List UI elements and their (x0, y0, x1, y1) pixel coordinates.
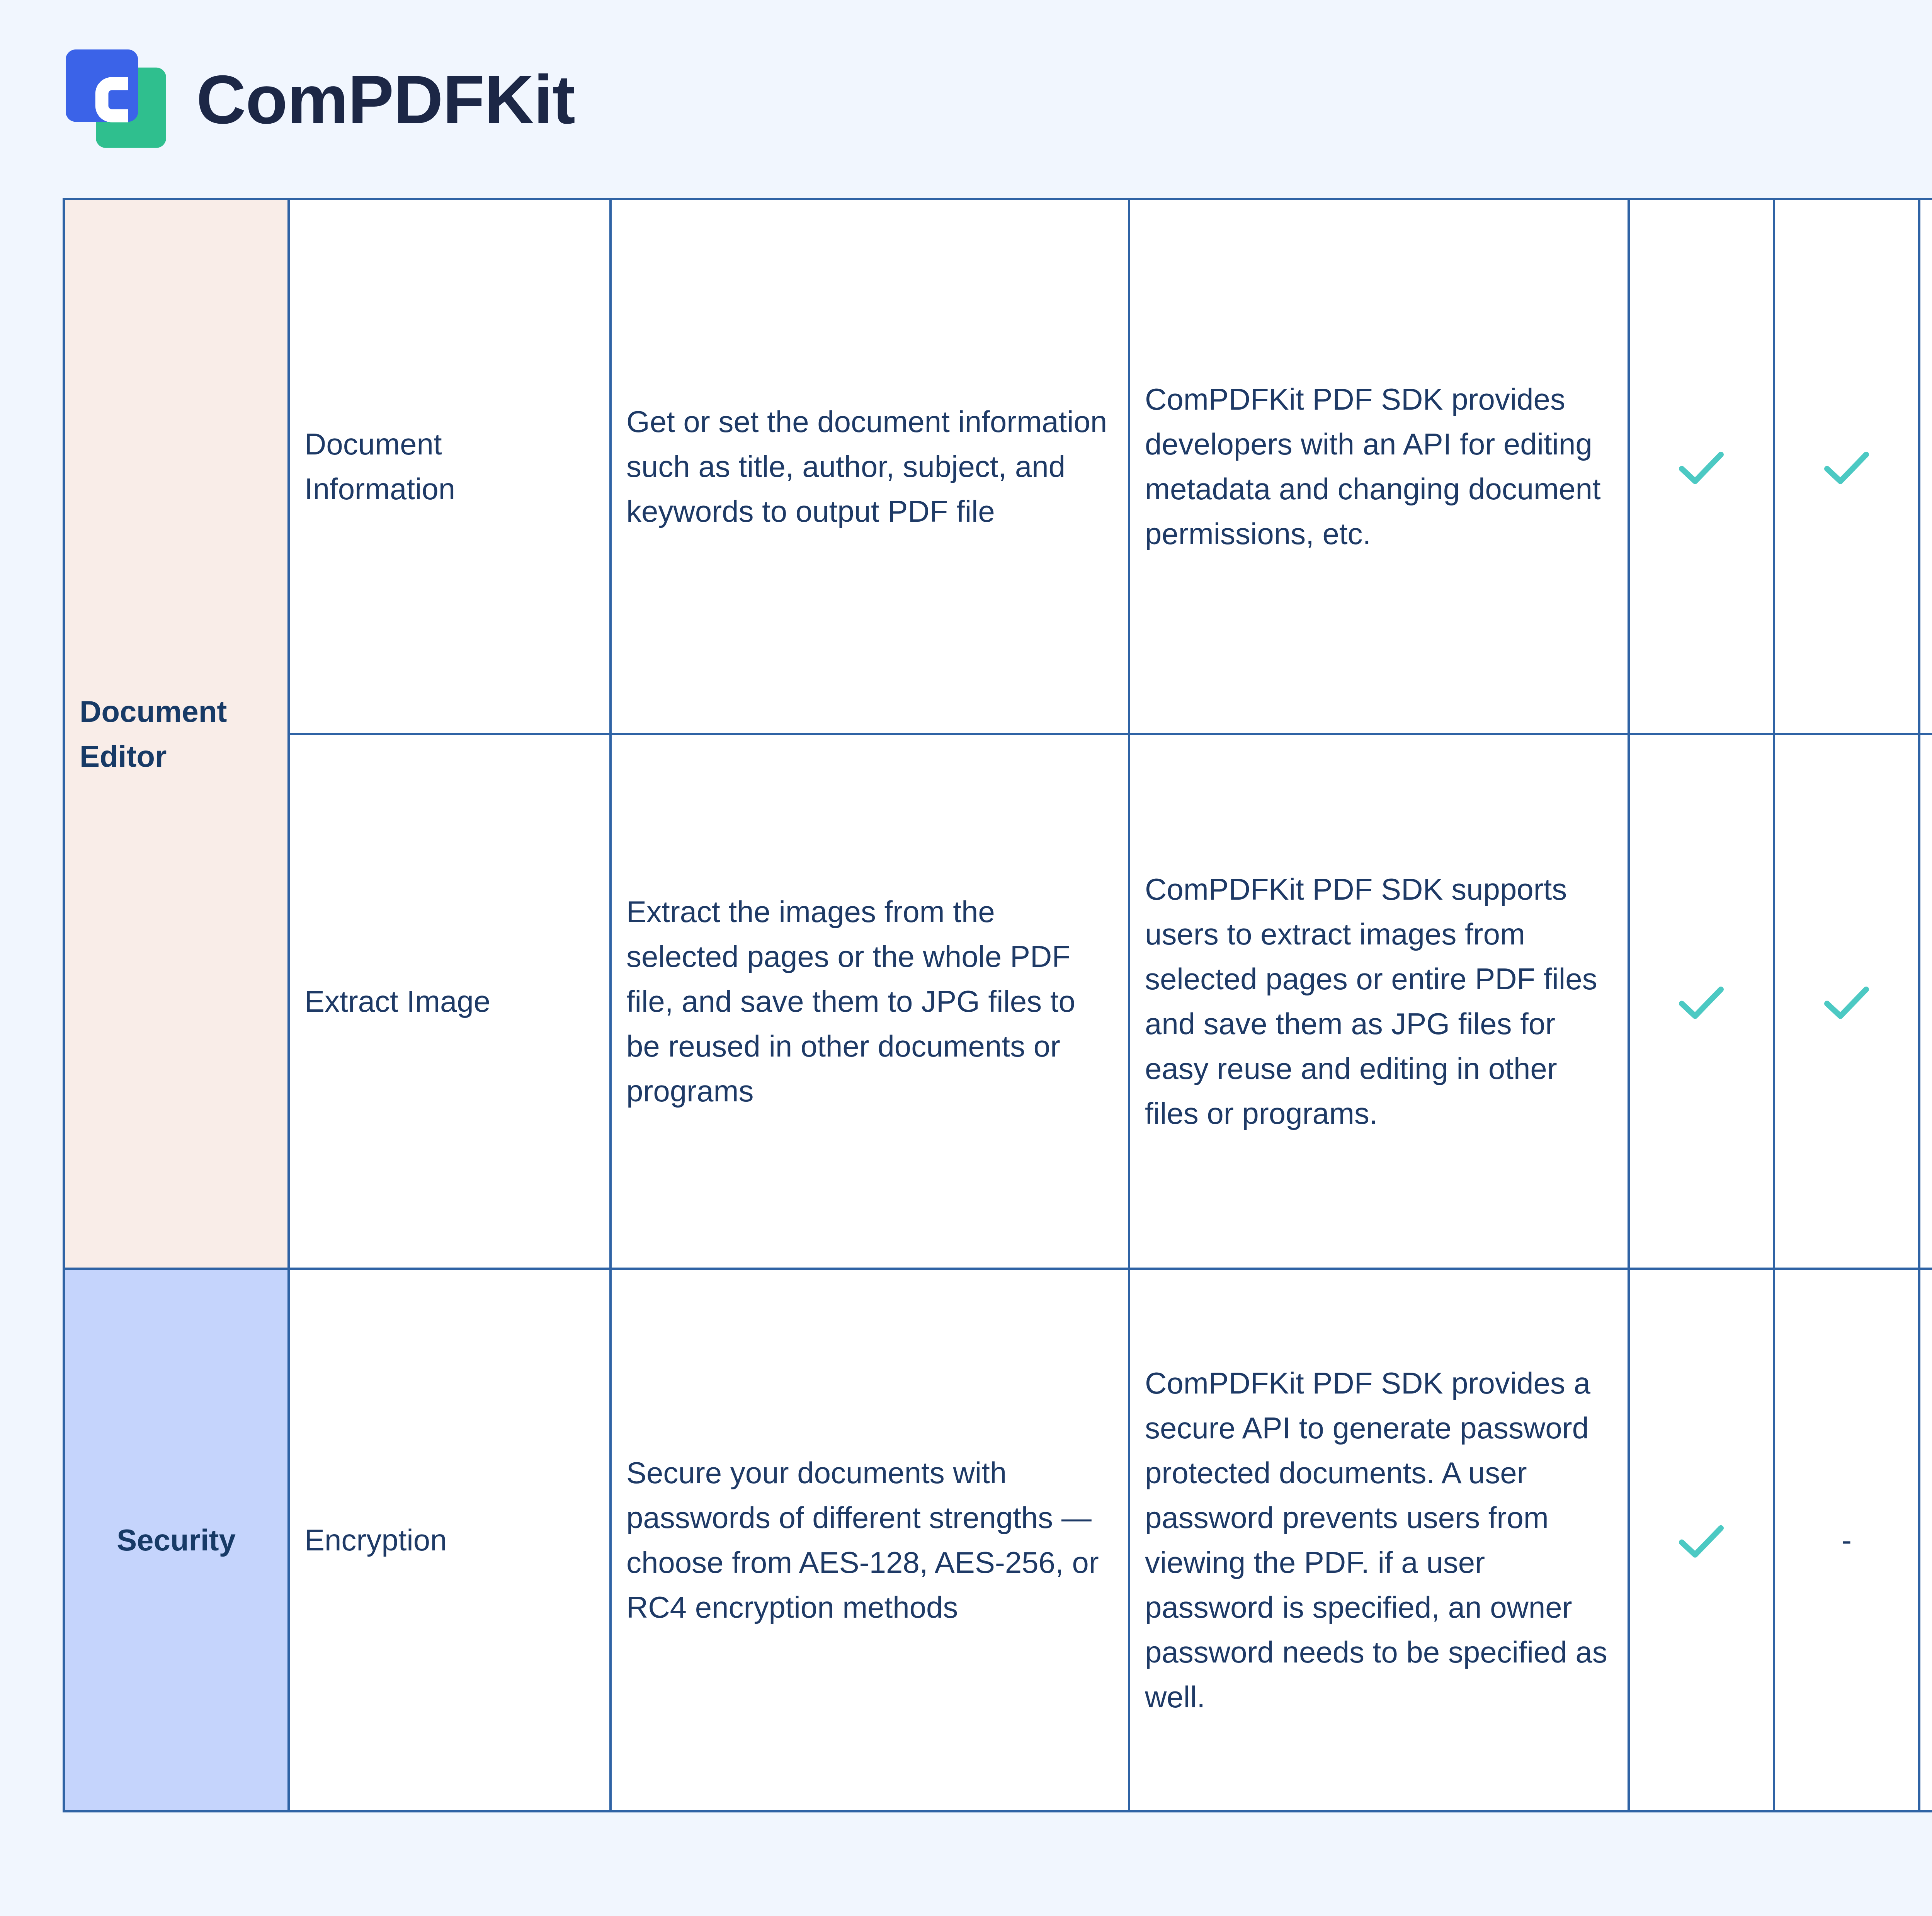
table-row (64, 1269, 1932, 1811)
feature-details: ComPDFKit PDF SDK supports users to extract images from selected pages or entire PDF files and save them as JPG files for easy reuse and editing in other files or programs. (1145, 872, 1597, 1130)
support-cell (1629, 1269, 1774, 1811)
support-cell (1629, 734, 1774, 1269)
table-row (64, 734, 1932, 1269)
feature-description: Extract the images from the selected pages or the whole PDF file, and save them to JPG files to be reused in other documents or programs (626, 895, 1075, 1108)
feature-description: Get or set the document information such as title, author, subject, and keywords to output PDF file (626, 405, 1107, 528)
check-icon (1823, 986, 1870, 1021)
brand-name: ComPDFKit (196, 61, 575, 138)
check-icon (1678, 451, 1725, 487)
feature-cell (289, 199, 611, 734)
category-label: Document Editor (80, 694, 227, 773)
category-cell-security (64, 1269, 289, 1811)
description-cell (611, 199, 1129, 734)
description-cell (611, 734, 1129, 1269)
support-cell (1919, 199, 1932, 734)
feature-cell (289, 734, 611, 1269)
table-row (64, 199, 1932, 734)
support-cell (1774, 734, 1919, 1269)
check-icon (1678, 986, 1725, 1021)
feature-cell (289, 1269, 611, 1811)
category-label: Security (117, 1523, 236, 1557)
not-supported-dash: - (1842, 1523, 1852, 1557)
support-cell (1919, 1269, 1932, 1811)
details-cell (1129, 199, 1629, 734)
support-cell (1774, 199, 1919, 734)
feature-description: Secure your documents with passwords of different strengths — choose from AES-128, AES-256, or RC4 encryption methods (626, 1456, 1099, 1624)
support-cell (1919, 734, 1932, 1269)
header (66, 49, 575, 150)
feature-table (63, 198, 1932, 1812)
description-cell (611, 1269, 1129, 1811)
support-cell (1774, 1269, 1919, 1811)
category-cell-document-editor (64, 199, 289, 1269)
check-icon (1678, 1525, 1725, 1560)
feature-details: ComPDFKit PDF SDK provides a secure API to generate password protected documents. A user password prevents users from viewing the PDF. if a user password is specified, an owner password needs to be specified as well. (1145, 1366, 1607, 1714)
feature-name: Extract Image (304, 984, 491, 1018)
feature-name: Document Information (304, 427, 456, 506)
details-cell (1129, 1269, 1629, 1811)
check-icon (1823, 451, 1870, 487)
support-cell (1629, 199, 1774, 734)
feature-name: Encryption (304, 1523, 447, 1557)
feature-details: ComPDFKit PDF SDK provides developers with an API for editing metadata and changing document permissions, etc. (1145, 382, 1601, 551)
details-cell (1129, 734, 1629, 1269)
compdfkit-logo-icon (66, 49, 166, 150)
